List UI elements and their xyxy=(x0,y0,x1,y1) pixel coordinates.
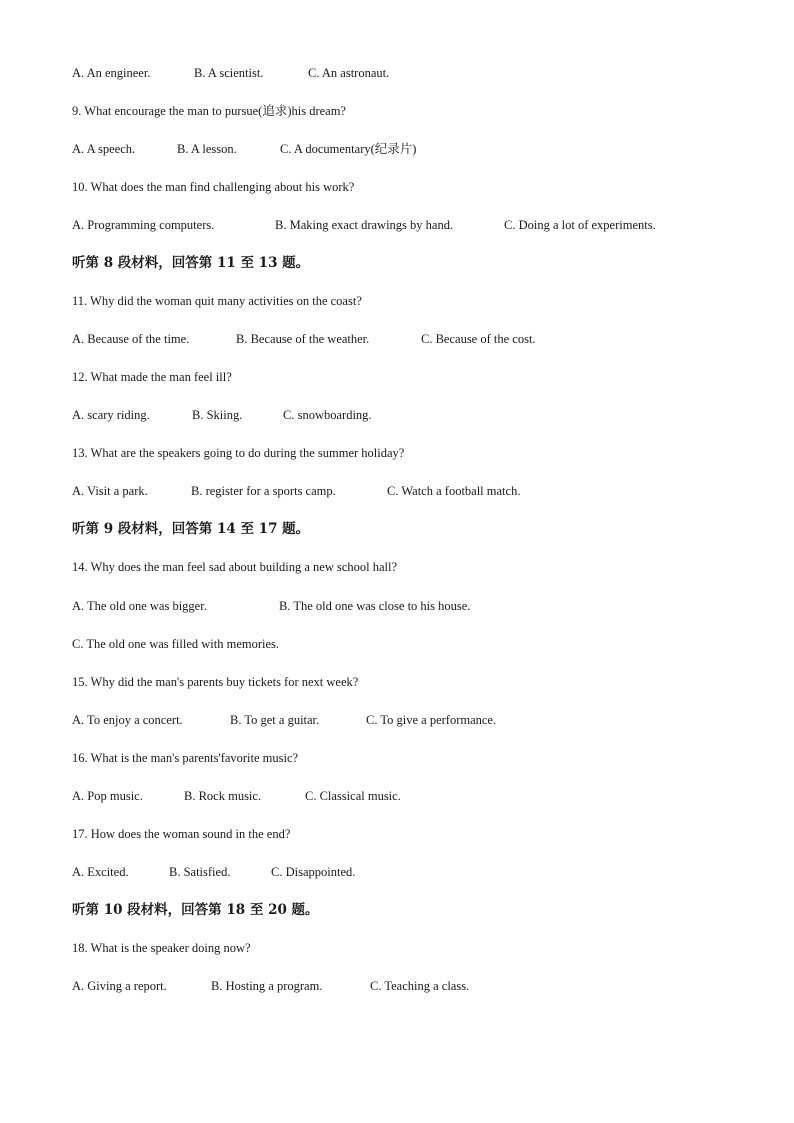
q11-question: 11. Why did the woman quit many activities on the coast? xyxy=(72,294,362,308)
q14-option-a: A. The old one was bigger. xyxy=(72,599,207,613)
q10-question: 10. What does the man find challenging about his work? xyxy=(72,180,355,194)
q12-question: 12. What made the man feel ill? xyxy=(72,370,232,384)
q12-option-a: A. scary riding. xyxy=(72,408,150,422)
section-8-heading: 听第 8 段材料，回答第 11 至 13 题。 xyxy=(72,255,310,271)
q16-option-b: B. Rock music. xyxy=(184,789,262,803)
q8-option-b: B. A scientist. xyxy=(194,66,264,80)
q13-question: 13. What are the speakers going to do during the summer holiday? xyxy=(72,446,405,460)
q10-option-b: B. Making exact drawings by hand. xyxy=(275,218,454,232)
q10-option-c: C. Doing a lot of experiments. xyxy=(504,218,656,232)
q13-option-a: A. Visit a park. xyxy=(72,484,148,498)
q17-option-c: C. Disappointed. xyxy=(271,865,356,879)
q12-option-c: C. snowboarding. xyxy=(283,408,372,422)
q9-option-c: C. A documentary(纪录片) xyxy=(280,142,417,156)
q16-option-a: A. Pop music. xyxy=(72,789,143,803)
q13-option-b: B. register for a sports camp. xyxy=(191,484,336,498)
q11-option-b: B. Because of the weather. xyxy=(236,332,370,346)
q15-option-b: B. To get a guitar. xyxy=(230,713,320,727)
q15-option-a: A. To enjoy a concert. xyxy=(72,713,183,727)
q12-option-b: B. Skiing. xyxy=(192,408,243,422)
q10-option-a: A. Programming computers. xyxy=(72,218,215,232)
section-10-heading: 听第 10 段材料，回答第 18 至 20 题。 xyxy=(72,902,319,918)
q8-option-c: C. An astronaut. xyxy=(308,66,390,80)
q18-option-a: A. Giving a report. xyxy=(72,979,167,993)
q18-option-b: B. Hosting a program. xyxy=(211,979,323,993)
q11-option-c: C. Because of the cost. xyxy=(421,332,536,346)
q18-question: 18. What is the speaker doing now? xyxy=(72,941,251,955)
q17-question: 17. How does the woman sound in the end? xyxy=(72,827,291,841)
q9-option-a: A. A speech. xyxy=(72,142,136,156)
q9-option-b: B. A lesson. xyxy=(177,142,237,156)
q18-option-c: C. Teaching a class. xyxy=(370,979,470,993)
q14-option-c: C. The old one was filled with memories. xyxy=(72,637,280,651)
q11-option-a: A. Because of the time. xyxy=(72,332,190,346)
q17-option-b: B. Satisfied. xyxy=(169,865,231,879)
q14-question: 14. Why does the man feel sad about building a new school hall? xyxy=(72,560,398,574)
q14-option-b: B. The old one was close to his house. xyxy=(279,599,471,613)
q17-option-a: A. Excited. xyxy=(72,865,129,879)
q16-option-c: C. Classical music. xyxy=(305,789,401,803)
q15-question: 15. Why did the man's parents buy tickets for next week? xyxy=(72,675,359,689)
q8-option-a: A. An engineer. xyxy=(72,66,151,80)
q16-question: 16. What is the man's parents'favorite music? xyxy=(72,751,299,765)
q9-question: 9. What encourage the man to pursue(追求)his dream? xyxy=(72,104,346,118)
q13-option-c: C. Watch a football match. xyxy=(387,484,521,498)
q15-option-c: C. To give a performance. xyxy=(366,713,497,727)
section-9-heading: 听第 9 段材料，回答第 14 至 17 题。 xyxy=(72,521,310,537)
